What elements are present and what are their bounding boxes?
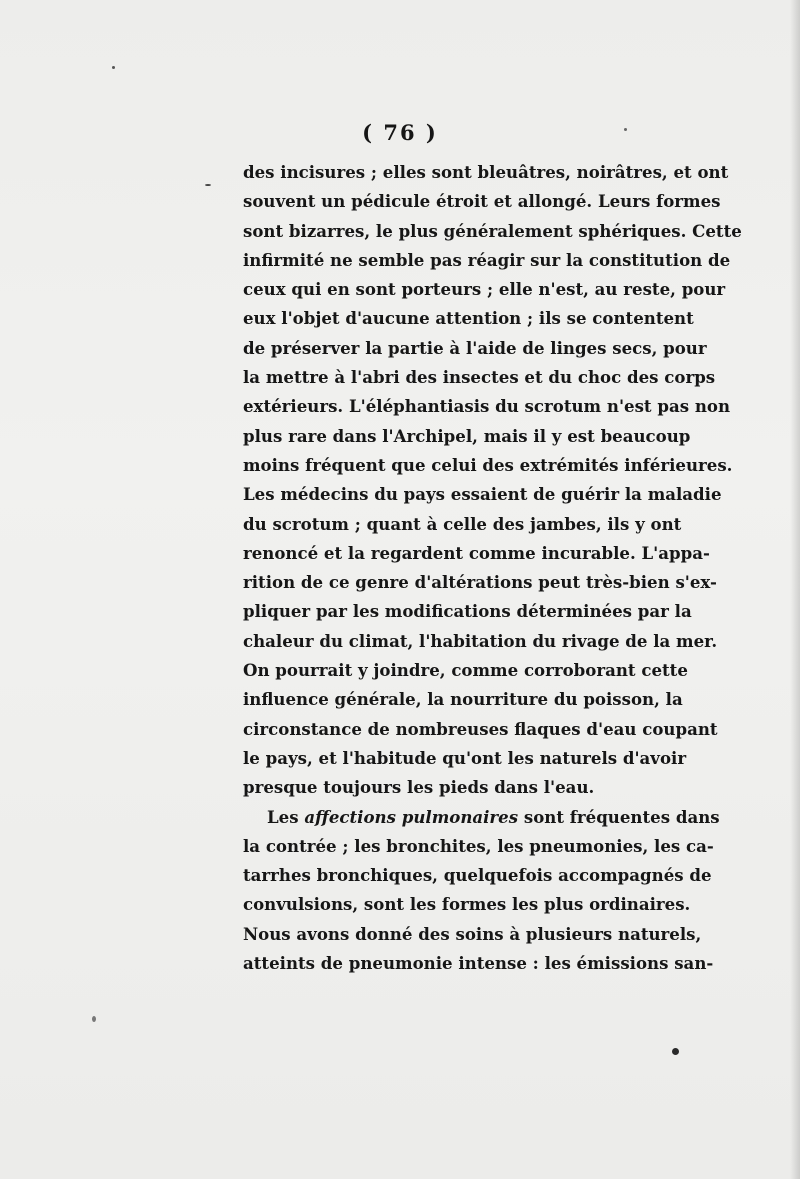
text-run: sont fréquentes dans	[518, 806, 720, 827]
text-line: tarrhes bronchiques, quelquefois accompagnés de	[243, 865, 712, 886]
text-line: de préserver la partie à l'aide de linges secs, pour	[243, 337, 707, 358]
text-line: souvent un pédicule étroit et allongé. Leurs formes	[243, 191, 721, 212]
text-line: atteints de pneumonie intense : les émissions san-	[243, 953, 714, 974]
text-line: du scrotum ; quant à celle des jambes, ils y ont	[243, 513, 682, 534]
text-line: le pays, et l'habitude qu'ont les naturels d'avoir	[243, 747, 687, 768]
page-edge-shadow	[790, 0, 800, 1179]
text-line: Les médecins du pays essaient de guérir la maladie	[243, 484, 722, 505]
text-line: renoncé et la regardent comme incurable. L'appa-	[243, 542, 710, 563]
text-line: On pourrait y joindre, comme corroborant cette	[243, 660, 688, 681]
scan-speck	[672, 1048, 679, 1055]
text-line: des incisures ; elles sont bleuâtres, noirâtres, et ont	[243, 162, 729, 182]
text-line: sont bizarres, le plus généralement sphériques. Cette	[243, 220, 742, 241]
body-text	[243, 158, 742, 978]
text-line: ceux qui en sont porteurs ; elle n'est, au reste, pour	[243, 279, 726, 300]
text-line: Nous avons donné des soins à plusieurs naturels,	[243, 923, 702, 944]
text-line: extérieurs. L'éléphantiasis du scrotum n'est pas non	[243, 396, 731, 417]
text-line: circonstance de nombreuses flaques d'eau coupant	[243, 718, 718, 739]
text-line: chaleur du climat, l'habitation du rivage de la mer.	[243, 630, 718, 651]
scan-speck	[624, 128, 627, 131]
text-line: rition de ce genre d'altérations peut très-bien s'ex-	[243, 572, 717, 593]
scan-speck	[112, 66, 115, 69]
scan-speck	[92, 1016, 96, 1022]
text-line: pliquer par les modifications déterminées par la	[243, 601, 692, 622]
text-line: presque toujours les pieds dans l'eau.	[243, 777, 595, 798]
text-line: influence générale, la nourriture du poisson, la	[243, 689, 683, 710]
text-line: moins fréquent que celui des extrémités inférieures.	[243, 454, 733, 475]
text-line: eux l'objet d'aucune attention ; ils se contentent	[243, 308, 694, 329]
text-line: la mettre à l'abri des insectes et du choc des corps	[243, 367, 716, 388]
scan-speck	[205, 184, 211, 186]
text-line: convulsions, sont les formes les plus ordinaires.	[243, 894, 691, 915]
text-line: plus rare dans l'Archipel, mais il y est beaucoup	[243, 425, 691, 446]
page-number: ( 76 )	[362, 120, 438, 145]
text-line: infirmité ne semble pas réagir sur la constitution de	[243, 249, 731, 270]
text-line-with-emphasis	[243, 803, 720, 832]
text-line: la contrée ; les bronchites, les pneumonies, les ca-	[243, 835, 714, 856]
text-run: Les	[267, 806, 305, 827]
emphasized-term: affections pulmonaires	[304, 806, 519, 827]
